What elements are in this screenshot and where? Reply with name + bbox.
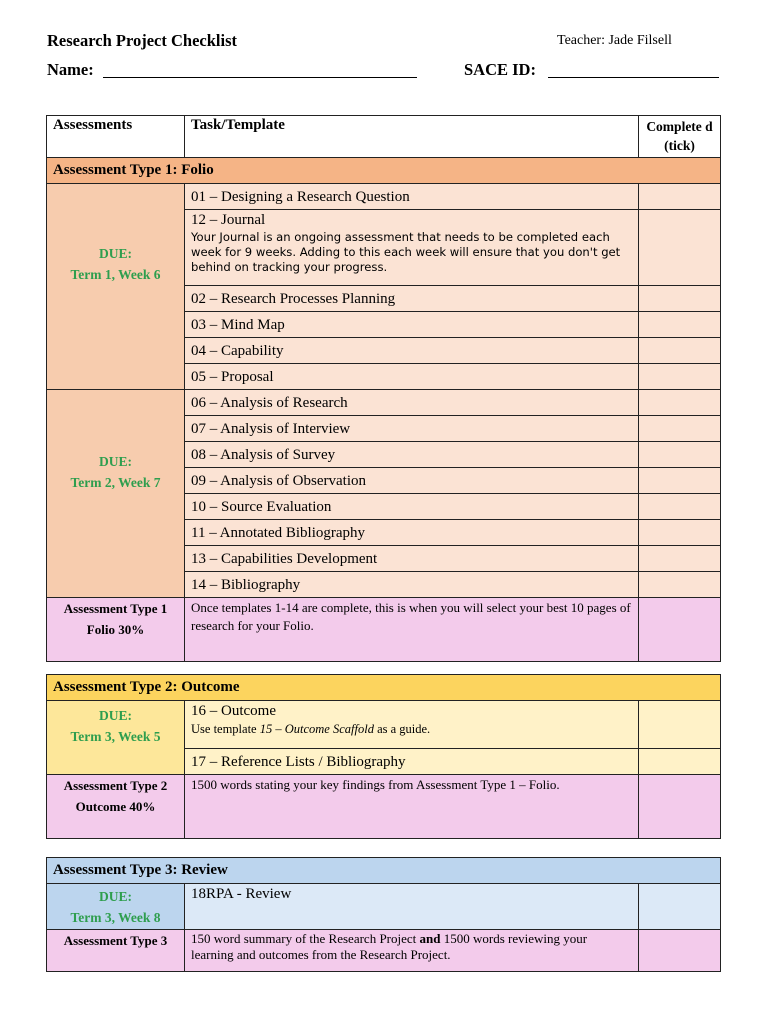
due-label: DUE: xyxy=(99,888,132,904)
task-item: 18RPA - Review xyxy=(185,884,639,930)
assessment-description: 1500 words stating your key findings from Assessment Type 1 – Folio. xyxy=(185,775,639,839)
assessment-description: Once templates 1-14 are complete, this is when you will select your best 10 pages of research for your Folio. xyxy=(185,598,639,662)
task-item: 10 – Source Evaluation xyxy=(185,494,639,520)
task-item: 13 – Capabilities Development xyxy=(185,546,639,572)
review-table xyxy=(46,857,721,972)
task-item: 06 – Analysis of Research xyxy=(185,390,639,416)
task-item: 03 – Mind Map xyxy=(185,312,639,338)
teacher-name: Teacher: Jade Filsell xyxy=(557,33,672,48)
assessment-description xyxy=(185,930,639,972)
header-task: Task/Template xyxy=(185,116,639,158)
section-title-outcome: Assessment Type 2: Outcome xyxy=(47,675,721,701)
checkbox-cell[interactable] xyxy=(639,312,721,338)
checkbox-cell[interactable] xyxy=(639,494,721,520)
assessment-cell-type3 xyxy=(47,930,185,972)
checkbox-cell[interactable] xyxy=(639,364,721,390)
description-emphasis: and xyxy=(419,931,441,946)
sace-id-label: SACE ID: xyxy=(464,60,536,79)
task-item: 05 – Proposal xyxy=(185,364,639,390)
due-cell-term1 xyxy=(47,184,185,390)
due-date: Term 3, Week 8 xyxy=(70,909,161,925)
checkbox-cell[interactable] xyxy=(639,598,721,662)
due-date: Term 2, Week 7 xyxy=(70,474,161,490)
due-label: DUE: xyxy=(99,246,132,261)
assessment-label: Assessment Type 1 xyxy=(63,601,168,616)
checkbox-cell[interactable] xyxy=(639,416,721,442)
assessment-label: Assessment Type 2 xyxy=(63,778,168,793)
template-note-text: as a guide. xyxy=(373,722,431,736)
folio-table xyxy=(46,115,721,662)
section-title-folio: Assessment Type 1: Folio xyxy=(47,158,721,184)
checkbox-cell[interactable] xyxy=(639,210,721,286)
document-title: Research Project Checklist xyxy=(47,31,237,50)
task-item: 17 – Reference Lists / Bibliography xyxy=(185,749,639,775)
due-cell-term3-week8 xyxy=(47,884,185,930)
checkbox-cell[interactable] xyxy=(639,884,721,930)
checkbox-cell[interactable] xyxy=(639,701,721,749)
task-item: 14 – Bibliography xyxy=(185,572,639,598)
task-item: 02 – Research Processes Planning xyxy=(185,286,639,312)
task-item-outcome xyxy=(185,701,639,749)
sace-id-field[interactable] xyxy=(548,77,719,78)
name-field[interactable] xyxy=(103,77,417,78)
assessment-weight: Folio 30% xyxy=(86,622,145,637)
task-item: 08 – Analysis of Survey xyxy=(185,442,639,468)
task-item: 09 – Analysis of Observation xyxy=(185,468,639,494)
due-label: DUE: xyxy=(99,453,132,469)
task-item: 11 – Annotated Bibliography xyxy=(185,520,639,546)
due-cell-term2 xyxy=(47,390,185,598)
checkbox-cell[interactable] xyxy=(639,442,721,468)
journal-note: Your Journal is an ongoing assessment that needs to be completed each week for 9 weeks. Adding to this each week will ensure that you don't get behind on tracking your progress. xyxy=(191,230,621,274)
section-title-review: Assessment Type 3: Review xyxy=(47,858,721,884)
template-note-text: Use template xyxy=(191,722,260,736)
assessment-cell-type1 xyxy=(47,598,185,662)
due-date: Term 3, Week 5 xyxy=(70,728,161,744)
checkbox-cell[interactable] xyxy=(639,184,721,210)
checkbox-cell[interactable] xyxy=(639,390,721,416)
due-cell-term3-week5 xyxy=(47,701,185,775)
checkbox-cell[interactable] xyxy=(639,930,721,972)
assessment-label: Assessment Type 3 xyxy=(63,933,168,948)
checkbox-cell[interactable] xyxy=(639,546,721,572)
checkbox-cell[interactable] xyxy=(639,572,721,598)
task-item: 07 – Analysis of Interview xyxy=(185,416,639,442)
due-label: DUE: xyxy=(99,707,132,723)
due-date: Term 1, Week 6 xyxy=(70,267,161,282)
task-item: 04 – Capability xyxy=(185,338,639,364)
checkbox-cell[interactable] xyxy=(639,468,721,494)
assessment-weight: Outcome 40% xyxy=(75,799,156,814)
task-item: 01 – Designing a Research Question xyxy=(185,184,639,210)
checkbox-cell[interactable] xyxy=(639,338,721,364)
name-label: Name: xyxy=(47,60,94,79)
task-label: 12 – Journal xyxy=(191,212,266,228)
checkbox-cell[interactable] xyxy=(639,775,721,839)
checkbox-cell[interactable] xyxy=(639,520,721,546)
header-assessments: Assessments xyxy=(47,116,185,158)
template-name: 15 – Outcome Scaffold xyxy=(259,722,374,736)
task-item-journal xyxy=(185,210,639,286)
header-complete: Complete d (tick) xyxy=(639,116,721,158)
task-label: 16 – Outcome xyxy=(191,703,276,719)
template-note xyxy=(191,721,632,737)
description-text: 1500 words reviewing your learning and outcomes from the Research Project. xyxy=(191,931,588,962)
checkbox-cell[interactable] xyxy=(639,286,721,312)
outcome-table xyxy=(46,674,721,839)
assessment-cell-type2 xyxy=(47,775,185,839)
description-text: 150 word summary of the Research Project xyxy=(191,931,420,946)
checkbox-cell[interactable] xyxy=(639,749,721,775)
